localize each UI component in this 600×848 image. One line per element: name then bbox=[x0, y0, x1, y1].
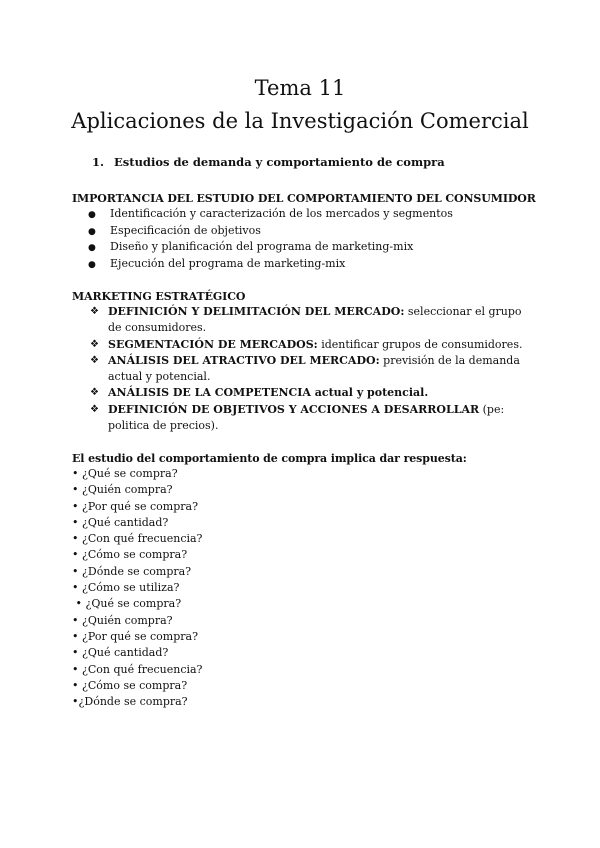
bullet-icon: ● bbox=[88, 210, 96, 220]
marketing-list bbox=[90, 304, 530, 434]
list-item: • ¿Cómo se compra? bbox=[72, 548, 188, 562]
bullet-icon: ● bbox=[88, 259, 96, 270]
bullet-icon: ● bbox=[88, 243, 96, 253]
list-item: •¿Dónde se compra? bbox=[72, 695, 188, 709]
section-title: Estudios de demanda y comportamiento de compra bbox=[114, 155, 445, 169]
list-item: • ¿Cómo se compra? bbox=[72, 678, 188, 692]
diamond-bullet-icon: ❖ bbox=[90, 306, 99, 317]
list-item: ● Identificación y caracterización de los mercados y segmentos bbox=[88, 206, 453, 223]
list-item: • ¿Qué se compra? bbox=[72, 467, 178, 480]
questions-list bbox=[72, 466, 202, 710]
list-item: • ¿Qué cantidad? bbox=[72, 646, 169, 660]
list-item: • ¿Con qué frecuencia? bbox=[72, 662, 203, 676]
section-number: 1. bbox=[92, 155, 105, 169]
diamond-bullet-icon: ❖ bbox=[90, 354, 99, 366]
list-item: ● Ejecución del programa de marketing-mix bbox=[88, 256, 453, 273]
importancia-list bbox=[88, 206, 453, 272]
list-item: • ¿Qué se compra? bbox=[72, 597, 182, 611]
list-item: ● Especificación de objetivos bbox=[88, 223, 453, 240]
list-item: ❖ DEFINICIÓN DE OBJETIVOS Y ACCIONES A DESARROLLAR (pe: politica de precios). bbox=[90, 402, 505, 433]
list-item: ❖ ANÁLISIS DE LA COMPETENCIA actual y potencial. bbox=[90, 385, 530, 401]
list-item: • ¿Por qué se compra? bbox=[72, 499, 198, 513]
diamond-bullet-icon: ❖ bbox=[90, 403, 99, 415]
list-item: ❖ SEGMENTACIÓN DE MERCADOS: identificar grupos de consumidores. bbox=[90, 337, 530, 353]
list-item: • ¿Por qué se compra? bbox=[72, 629, 198, 643]
bullet-icon: ● bbox=[88, 226, 96, 237]
list-item: • ¿Quién compra? bbox=[72, 613, 173, 627]
list-item: • ¿Quién compra? bbox=[72, 483, 173, 497]
list-item: ❖ DEFINICIÓN Y DELIMITACIÓN DEL MERCADO: seleccionar el grupo de consumidores. bbox=[90, 305, 522, 335]
section-heading bbox=[92, 155, 445, 169]
list-item: • ¿Qué cantidad? bbox=[72, 515, 169, 529]
importancia-heading: IMPORTANCIA DEL ESTUDIO DEL COMPORTAMIENTO DEL CONSUMIDOR bbox=[72, 192, 536, 205]
page-title-topic: Tema 11 bbox=[254, 76, 346, 100]
list-item: • ¿Con qué frecuencia? bbox=[72, 532, 203, 546]
marketing-heading: MARKETING ESTRATÉGICO bbox=[72, 290, 246, 303]
list-item: ❖ ANÁLISIS DEL ATRACTIVO DEL MERCADO: previsión de la demanda actual y potencial. bbox=[90, 353, 520, 384]
page-title-subject: Aplicaciones de la Investigación Comercial bbox=[71, 109, 529, 133]
estudio-heading: El estudio del comportamiento de compra implica dar respuesta: bbox=[72, 452, 467, 465]
list-item: • ¿Dónde se compra? bbox=[72, 564, 192, 578]
list-item: • ¿Cómo se utiliza? bbox=[72, 581, 180, 595]
diamond-bullet-icon: ❖ bbox=[90, 338, 99, 350]
list-item: ● Diseño y planificación del programa de marketing-mix bbox=[88, 239, 453, 256]
diamond-bullet-icon: ❖ bbox=[90, 387, 99, 399]
